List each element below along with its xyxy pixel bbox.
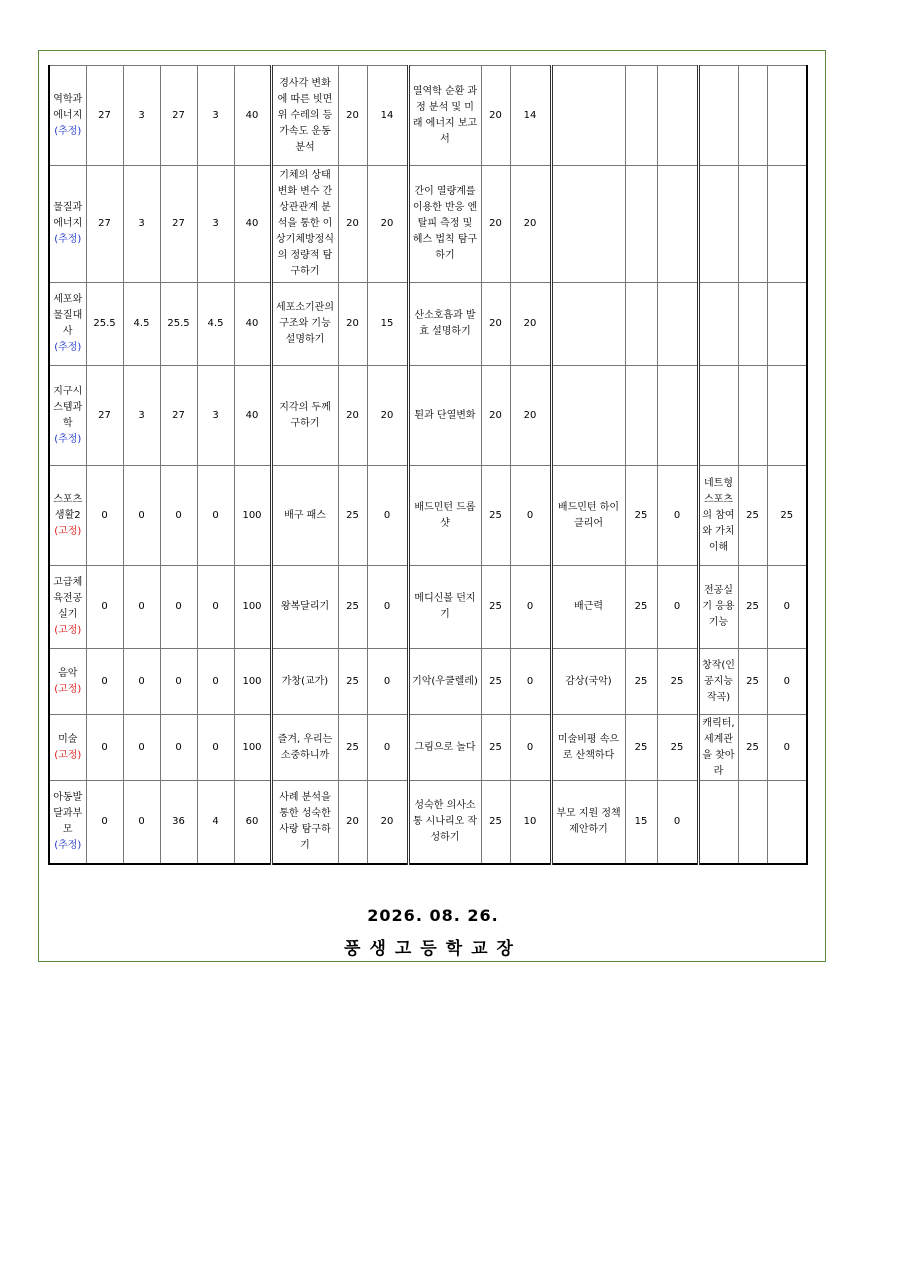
assessment-name: 캐릭터, 세계관을 찾아라 <box>698 715 738 781</box>
assessment-score: 25 <box>481 649 510 715</box>
ratio-cell: 40 <box>234 66 271 166</box>
ratio-cell: 25.5 <box>86 283 123 366</box>
assessment-score-2: 20 <box>367 366 408 466</box>
ratio-cell: 40 <box>234 166 271 283</box>
ratio-cell: 36 <box>160 781 197 864</box>
assessment-name: 감상(국악) <box>551 649 625 715</box>
ratio-cell: 0 <box>86 715 123 781</box>
assessment-score: 20 <box>481 66 510 166</box>
assessment-name: 네트형 스포츠의 참여와 가치 이해 <box>698 466 738 566</box>
assessment-score-2 <box>767 66 807 166</box>
assessment-score-2: 14 <box>510 66 551 166</box>
assessment-name <box>698 166 738 283</box>
assessment-name: 간이 열량계를 이용한 반응 엔탈피 측정 및 헤스 법칙 탐구하기 <box>408 166 481 283</box>
assessment-score <box>625 166 657 283</box>
assessment-score: 25 <box>481 715 510 781</box>
subject-name: 미술 <box>58 733 78 745</box>
assessment-score-2: 0 <box>510 566 551 649</box>
assessment-score <box>625 283 657 366</box>
assessment-name: 세포소기관의 구조와 기능 설명하기 <box>271 283 338 366</box>
ratio-cell: 40 <box>234 366 271 466</box>
ratio-cell: 0 <box>123 649 160 715</box>
assessment-score: 20 <box>338 366 367 466</box>
status-tag: (고정) <box>54 525 82 537</box>
assessment-name: 가창(교가) <box>271 649 338 715</box>
assessment-score-2 <box>767 283 807 366</box>
ratio-cell: 3 <box>123 366 160 466</box>
ratio-cell: 0 <box>123 715 160 781</box>
subject-cell <box>49 166 86 283</box>
school-principal: 풍생고등학교장 <box>344 939 522 959</box>
assessment-score-2: 0 <box>367 466 408 566</box>
table-row <box>49 566 807 649</box>
subject-name: 지구시스템과학 <box>53 385 83 429</box>
assessment-score: 20 <box>338 283 367 366</box>
assessment-score <box>625 66 657 166</box>
assessment-name: 배드민턴 드롭샷 <box>408 466 481 566</box>
assessment-name: 부모 지원 정책 제안하기 <box>551 781 625 864</box>
ratio-cell: 0 <box>160 649 197 715</box>
ratio-cell: 3 <box>123 166 160 283</box>
assessment-score-2 <box>767 781 807 864</box>
ratio-cell: 0 <box>160 566 197 649</box>
assessment-score-2 <box>657 166 698 283</box>
ratio-cell: 25.5 <box>160 283 197 366</box>
subject-cell <box>49 366 86 466</box>
assessment-name <box>698 66 738 166</box>
assessment-score-2 <box>767 166 807 283</box>
ratio-cell: 0 <box>197 566 234 649</box>
assessment-score-2 <box>657 66 698 166</box>
assessment-score: 25 <box>738 715 767 781</box>
assessment-score: 25 <box>338 466 367 566</box>
assessment-name <box>698 781 738 864</box>
ratio-cell: 27 <box>86 66 123 166</box>
assessment-score <box>738 66 767 166</box>
status-tag: (추정) <box>54 433 82 445</box>
assessment-score: 25 <box>738 466 767 566</box>
assessment-name: 창작(인공지능 작곡) <box>698 649 738 715</box>
ratio-cell: 3 <box>197 366 234 466</box>
assessment-score-2 <box>657 283 698 366</box>
assessment-name: 배근력 <box>551 566 625 649</box>
ratio-cell: 100 <box>234 715 271 781</box>
ratio-cell: 0 <box>123 781 160 864</box>
table-row <box>49 166 807 283</box>
assessment-score-2: 0 <box>767 715 807 781</box>
assessment-score-2: 20 <box>367 781 408 864</box>
assessment-score <box>625 366 657 466</box>
subject-cell <box>49 66 86 166</box>
ratio-cell: 27 <box>160 366 197 466</box>
assessment-name: 경사각 변화에 따른 빗면 위 수레의 등가속도 운동 분석 <box>271 66 338 166</box>
assessment-score-2: 0 <box>367 715 408 781</box>
assessment-score: 25 <box>338 715 367 781</box>
ratio-cell: 0 <box>123 566 160 649</box>
assessment-name <box>551 166 625 283</box>
status-tag: (추정) <box>54 234 82 245</box>
subject-cell <box>49 283 86 366</box>
table-row <box>49 715 807 781</box>
ratio-cell: 100 <box>234 466 271 566</box>
subject-name: 세포와물질대사 <box>53 294 83 337</box>
assessment-score: 25 <box>625 566 657 649</box>
assessment-name: 지각의 두께 구하기 <box>271 366 338 466</box>
status-tag: (고정) <box>54 749 82 761</box>
status-tag: (추정) <box>54 342 82 353</box>
assessment-name <box>551 66 625 166</box>
ratio-cell: 4.5 <box>197 283 234 366</box>
ratio-cell: 0 <box>197 715 234 781</box>
assessment-score-2: 25 <box>657 649 698 715</box>
assessment-score: 25 <box>625 466 657 566</box>
assessment-score-2: 0 <box>767 566 807 649</box>
subject-cell <box>49 781 86 864</box>
subject-name: 고급체육전공실기 <box>53 577 83 620</box>
ratio-cell: 0 <box>86 781 123 864</box>
ratio-cell: 0 <box>160 715 197 781</box>
assessment-name: 기악(우쿨렐레) <box>408 649 481 715</box>
ratio-cell: 0 <box>86 466 123 566</box>
assessment-score: 25 <box>481 566 510 649</box>
ratio-cell: 0 <box>160 466 197 566</box>
assessment-score-2: 10 <box>510 781 551 864</box>
assessment-table <box>48 65 808 865</box>
assessment-score: 20 <box>338 66 367 166</box>
assessment-score-2: 20 <box>510 283 551 366</box>
assessment-score-2: 0 <box>510 649 551 715</box>
assessment-name <box>551 283 625 366</box>
status-tag: (추정) <box>54 839 82 851</box>
table-row <box>49 366 807 466</box>
assessment-score <box>738 166 767 283</box>
status-tag: (고정) <box>54 683 82 695</box>
assessment-name: 왕복달리기 <box>271 566 338 649</box>
assessment-score: 25 <box>338 649 367 715</box>
ratio-cell: 27 <box>86 166 123 283</box>
table-row <box>49 66 807 166</box>
assessment-score-2 <box>767 366 807 466</box>
assessment-score-2: 0 <box>367 649 408 715</box>
ratio-cell: 0 <box>197 649 234 715</box>
table-row <box>49 781 807 864</box>
status-tag: (추정) <box>54 125 82 137</box>
assessment-score-2: 25 <box>657 715 698 781</box>
assessment-score-2: 15 <box>367 283 408 366</box>
assessment-score <box>738 781 767 864</box>
assessment-score-2: 0 <box>657 566 698 649</box>
assessment-name: 산소호흡과 발효 설명하기 <box>408 283 481 366</box>
assessment-score: 25 <box>738 566 767 649</box>
ratio-cell: 4 <box>197 781 234 864</box>
assessment-name <box>551 366 625 466</box>
assessment-score-2: 20 <box>510 166 551 283</box>
assessment-name: 그림으로 놀다 <box>408 715 481 781</box>
status-tag: (고정) <box>54 625 82 636</box>
subject-name: 스포츠생활2 <box>53 493 83 521</box>
table-row <box>49 283 807 366</box>
subject-name: 역학과에너지 <box>53 93 83 121</box>
assessment-score <box>738 283 767 366</box>
assessment-score: 20 <box>338 166 367 283</box>
assessment-score-2: 20 <box>367 166 408 283</box>
ratio-cell: 60 <box>234 781 271 864</box>
assessment-score <box>738 366 767 466</box>
assessment-score: 20 <box>481 366 510 466</box>
assessment-name: 즐겨, 우리는 소중하니까 <box>271 715 338 781</box>
assessment-name <box>698 366 738 466</box>
assessment-score: 25 <box>625 715 657 781</box>
ratio-cell: 4.5 <box>123 283 160 366</box>
ratio-cell: 27 <box>160 66 197 166</box>
assessment-name: 메디신볼 던지기 <box>408 566 481 649</box>
ratio-cell: 40 <box>234 283 271 366</box>
subject-name: 아동발달과부모 <box>53 791 83 835</box>
assessment-name: 사례 분석을 통한 성숙한 사랑 탐구하기 <box>271 781 338 864</box>
assessment-score-2: 0 <box>510 715 551 781</box>
assessment-name: 전공실기 응용기능 <box>698 566 738 649</box>
assessment-score: 20 <box>481 283 510 366</box>
assessment-score-2 <box>657 366 698 466</box>
issue-date: 2026. 08. 26. <box>367 906 499 925</box>
assessment-name: 배드민턴 하이클리어 <box>551 466 625 566</box>
assessment-name: 성숙한 의사소통 시나리오 작성하기 <box>408 781 481 864</box>
ratio-cell: 27 <box>160 166 197 283</box>
subject-name: 음악 <box>58 667 78 679</box>
assessment-score-2: 25 <box>767 466 807 566</box>
assessment-score-2: 14 <box>367 66 408 166</box>
assessment-name: 퇸과 단열변화 <box>408 366 481 466</box>
assessment-score: 15 <box>625 781 657 864</box>
assessment-score-2: 0 <box>657 781 698 864</box>
assessment-score-2: 0 <box>367 566 408 649</box>
assessment-name: 기체의 상태 변화 변수 간 상관관계 분석을 통한 이상기체방정식의 정량적 탐구하기 <box>271 166 338 283</box>
ratio-cell: 0 <box>197 466 234 566</box>
ratio-cell: 0 <box>86 649 123 715</box>
assessment-score: 25 <box>625 649 657 715</box>
assessment-score: 20 <box>481 166 510 283</box>
subject-cell <box>49 715 86 781</box>
assessment-name <box>698 283 738 366</box>
table-row <box>49 649 807 715</box>
ratio-cell: 3 <box>123 66 160 166</box>
assessment-score: 25 <box>481 466 510 566</box>
assessment-score-2: 0 <box>767 649 807 715</box>
table-row <box>49 466 807 566</box>
assessment-name: 배구 패스 <box>271 466 338 566</box>
assessment-score-2: 0 <box>510 466 551 566</box>
assessment-score: 25 <box>738 649 767 715</box>
subject-cell <box>49 649 86 715</box>
assessment-name: 미술비평 속으로 산책하다 <box>551 715 625 781</box>
assessment-score-2: 0 <box>657 466 698 566</box>
ratio-cell: 100 <box>234 566 271 649</box>
subject-name: 물질과에너지 <box>53 202 83 229</box>
assessment-score-2: 20 <box>510 366 551 466</box>
subject-cell <box>49 566 86 649</box>
ratio-cell: 100 <box>234 649 271 715</box>
assessment-score: 25 <box>481 781 510 864</box>
assessment-name: 열역학 순환 과정 분석 및 미래 에너지 보고서 <box>408 66 481 166</box>
assessment-score: 20 <box>338 781 367 864</box>
ratio-cell: 3 <box>197 166 234 283</box>
assessment-score: 25 <box>338 566 367 649</box>
subject-cell <box>49 466 86 566</box>
ratio-cell: 27 <box>86 366 123 466</box>
ratio-cell: 0 <box>86 566 123 649</box>
ratio-cell: 0 <box>123 466 160 566</box>
ratio-cell: 3 <box>197 66 234 166</box>
